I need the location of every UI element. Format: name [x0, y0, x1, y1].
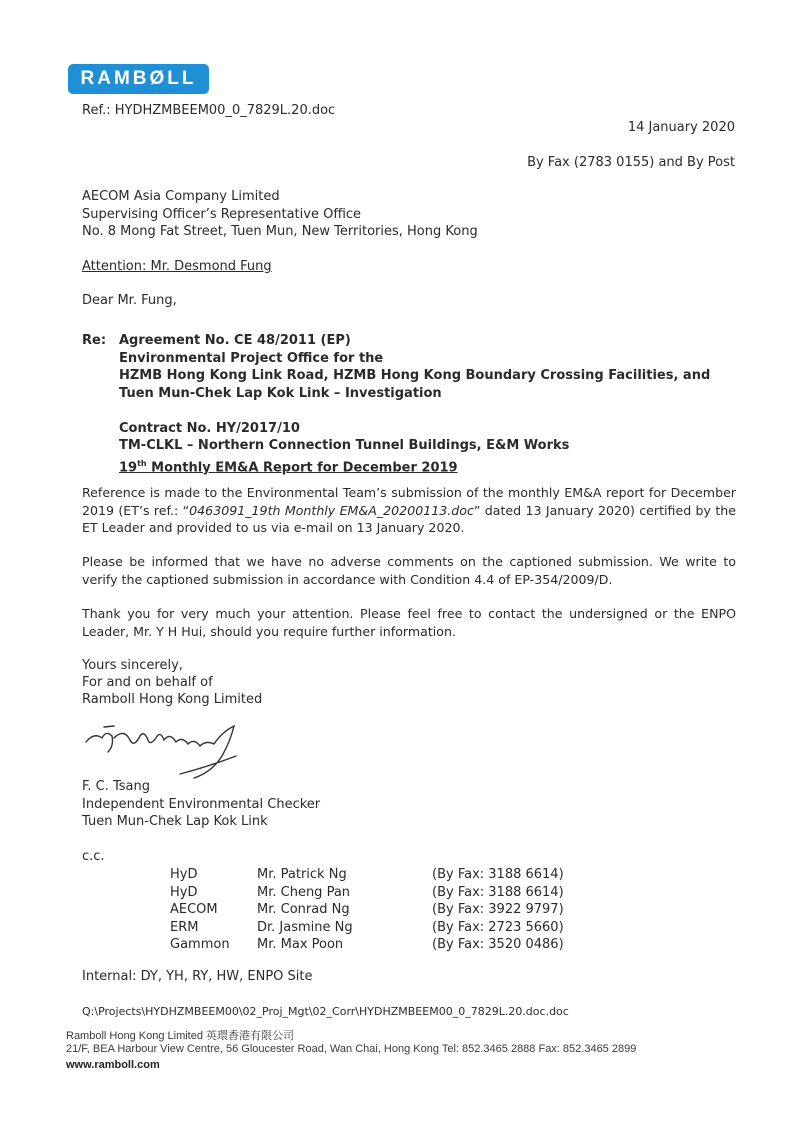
footer-website[interactable]: www.ramboll.com	[66, 1059, 160, 1071]
cc-org: Gammon	[170, 937, 230, 952]
cc-label: c.c.	[82, 849, 105, 864]
cc-name: Mr. Cheng Pan	[257, 884, 351, 900]
signer-title: Independent Environmental Checker	[82, 797, 321, 812]
internal-distribution: Internal: DY, YH, RY, HW, ENPO Site	[82, 969, 313, 984]
signature-image	[84, 722, 244, 782]
signer-name: F. C. Tsang	[82, 779, 151, 794]
footer-company: Ramboll Hong Kong Limited 英環香港有限公司	[66, 1030, 295, 1042]
recipient-company: AECOM Asia Company Limited	[82, 189, 280, 204]
cc-name: Mr. Conrad Ng	[257, 902, 350, 917]
signer-project: Tuen Mun-Chek Lap Kok Link	[82, 814, 268, 829]
attention-line: Attention: Mr. Desmond Fung	[82, 259, 272, 274]
cc-name: Dr. Jasmine Ng	[257, 919, 353, 935]
cc-fax: (By Fax: 3188 6614)	[432, 884, 564, 900]
ramboll-logo: RAMBØLL	[68, 64, 209, 94]
recipient-address: No. 8 Mong Fat Street, Tuen Mun, New Territories, Hong Kong	[82, 224, 478, 239]
cc-row	[170, 901, 564, 919]
cc-name: Mr. Max Poon	[257, 937, 344, 952]
subject-line: HZMB Hong Kong Link Road, HZMB Hong Kong Boundary Crossing Facilities, and	[119, 368, 711, 383]
letter-date: 14 January 2020	[627, 120, 735, 135]
cc-row	[170, 884, 564, 902]
file-path: Q:\Projects\HYDHZMBEEM00\02_Proj_Mgt\02_Corr\HYDHZMBEEM00_0_7829L.20.doc.doc	[82, 1005, 569, 1018]
on-behalf-of: For and on behalf of	[82, 675, 213, 690]
cc-org: ERM	[170, 919, 199, 935]
report-title: 19th Monthly EM&A Report for December 2019	[119, 458, 458, 475]
cc-name: Mr. Patrick Ng	[257, 867, 347, 882]
cc-fax: (By Fax: 3520 0486)	[432, 937, 564, 952]
subject-line: Tuen Mun-Chek Lap Kok Link – Investigation	[119, 385, 442, 401]
contract-number: Contract No. HY/2017/10	[119, 420, 300, 436]
salutation: Dear Mr. Fung,	[82, 293, 177, 308]
cc-fax: (By Fax: 3922 9797)	[432, 902, 564, 917]
cc-fax: (By Fax: 2723 5660)	[432, 919, 564, 935]
body-paragraph-no-comments: Please be informed that we have no adverse comments on the captioned submission. We write to verify the captioned submission in accordance with Condition 4.4 of EP-354/2009/D.	[82, 554, 736, 587]
cc-fax: (By Fax: 3188 6614)	[432, 867, 564, 882]
signing-company: Ramboll Hong Kong Limited	[82, 692, 263, 707]
contract-title: TM-CLKL – Northern Connection Tunnel Buildings, E&M Works	[119, 438, 570, 453]
sign-off: Yours sincerely,	[82, 658, 183, 673]
subject-label: Re:	[82, 333, 107, 348]
body-paragraph-thanks: Thank you for very much your attention. Please feel free to contact the undersigned or the ENPO Leader, Mr. Y H Hui, should you require further information.	[82, 606, 736, 639]
cc-org: HyD	[170, 867, 198, 882]
body-paragraph-reference: Reference is made to the Environmental Team’s submission of the monthly EM&A report for December 2019 (ET’s ref.: “0463091_19th Monthly EM&A_20200113.doc” dated 13 January 2020) certified by the ET Leader and provided to us via e-mail on 13 January 2020.	[82, 485, 737, 535]
cc-list	[170, 866, 564, 954]
subject-block	[119, 332, 710, 476]
subject-line: Agreement No. CE 48/2011 (EP)	[119, 333, 351, 348]
cc-org: HyD	[170, 884, 198, 900]
cc-org: AECOM	[170, 902, 218, 917]
recipient-office: Supervising Officer’s Representative Office	[82, 207, 362, 222]
cc-row	[170, 919, 564, 937]
footer-address: 21/F, BEA Harbour View Centre, 56 Gloucester Road, Wan Chai, Hong Kong Tel: 852.3465 2888 Fax: 852.3465 2899	[66, 1043, 637, 1055]
delivery-method: By Fax (2783 0155) and By Post	[527, 155, 735, 170]
cc-row	[170, 936, 564, 954]
cc-row	[170, 866, 564, 884]
reference-number: Ref.: HYDHZMBEEM00_0_7829L.20.doc	[82, 103, 336, 118]
subject-line: Environmental Project Office for the	[119, 350, 384, 366]
